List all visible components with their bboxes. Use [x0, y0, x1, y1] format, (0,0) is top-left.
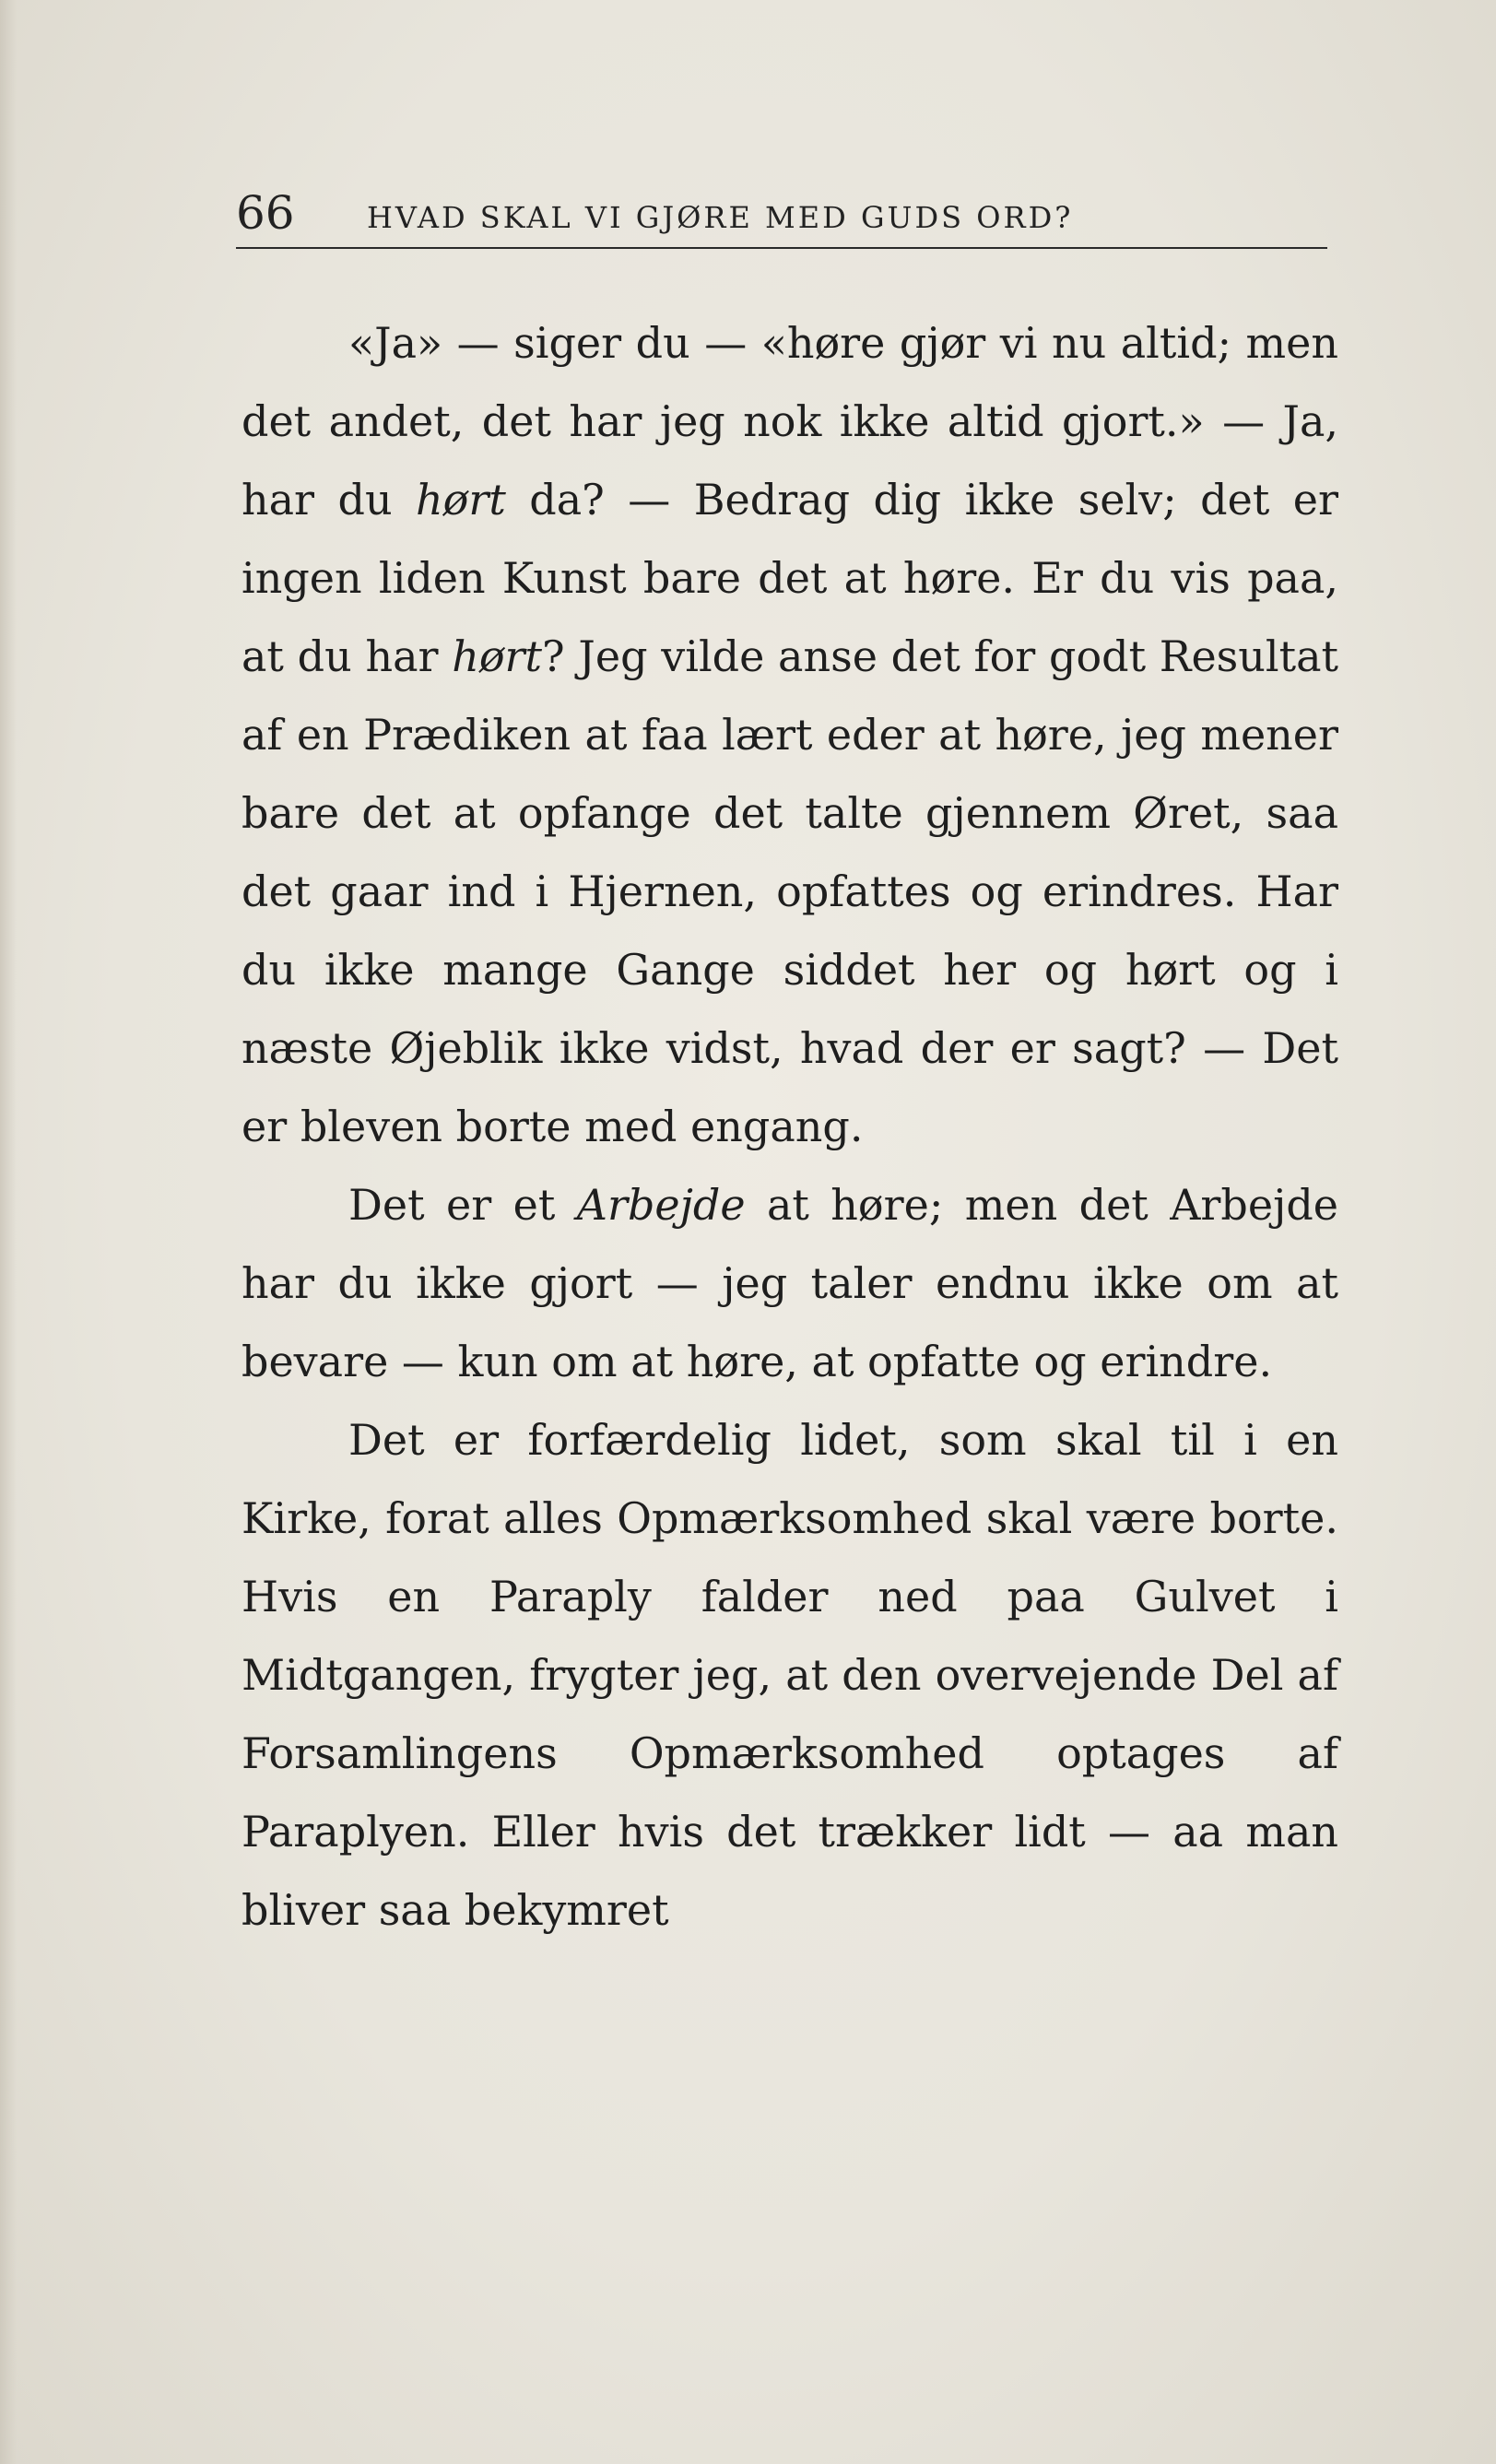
text-segment: Det er et [348, 1180, 577, 1230]
text-segment: at høre; men det Arbejde har du ikke gjort — jeg taler endnu ikke om at bevare — kun om at høre, at opfatte og erindre. [241, 1180, 1338, 1386]
page-number: 66 [236, 186, 295, 240]
italic-text-segment: Arbejde [576, 1180, 746, 1230]
text-segment: da? — Bedrag dig ikke selv; det er ingen liden Kunst bare det at høre. Er du vis paa, at du har [241, 475, 1339, 681]
italic-text-segment: hørt [416, 475, 506, 525]
page-header [236, 181, 1327, 249]
text-segment: «Ja» — siger du — «høre gjør vi nu altid; men det andet, det har jeg nok ikke altid gjort.» — Ja, har du [241, 318, 1338, 525]
italic-text-segment: hørt [452, 631, 543, 681]
running-title: HVAD SKAL VI GJØRE MED GUDS ORD? [367, 200, 1074, 235]
paragraph [241, 1166, 1338, 1401]
body-text [241, 304, 1338, 1950]
text-segment: Det er forfærdelig lidet, som skal til i en Kirke, forat alles Opmærksomhed skal være borte. Hvis en Paraply falder ned paa Gulvet i Midtgangen, frygter jeg, at den overvejende Del af Forsamlingens Opmærksomhed optages af Paraplyen. Eller hvis det trækker lidt — aa man bliver saa bekymret [241, 1415, 1338, 1935]
text-segment: ? Jeg vilde anse det for godt Resultat af en Prædiken at faa lært eder at høre, jeg mener bare det at opfange det talte gjennem Øret, saa det gaar ind i Hjernen, opfattes og erindres. Har du ikke mange Gange siddet her og hørt og i næste Øjeblik ikke vidst, hvad der er sagt? — Det er bleven borte med engang. [241, 631, 1338, 1151]
paragraph [241, 1401, 1338, 1950]
paragraph [241, 304, 1338, 1166]
